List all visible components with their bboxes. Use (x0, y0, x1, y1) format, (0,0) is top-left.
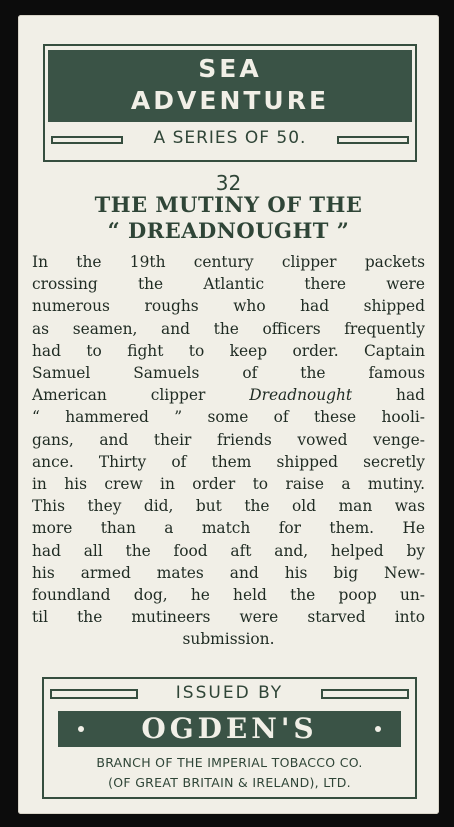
text-line: in his crew in order to raise a mutiny. (32, 475, 425, 494)
text-segment: American clipper (32, 386, 206, 405)
branch-line2: (OF GREAT BRITAIN & IRELAND), LTD. (108, 775, 351, 790)
text-line: more than a match for them. He (32, 519, 425, 538)
text-line: had all the food aft and, helped by (32, 541, 425, 560)
issued-row (44, 683, 415, 709)
text-line: had to fight to keep order. Captain (32, 341, 425, 360)
brand-band (58, 711, 401, 747)
card-description (32, 251, 425, 651)
branch-line1: BRANCH OF THE IMPERIAL TOBACCO CO. (96, 755, 363, 770)
series-rule-right (337, 136, 409, 144)
header-panel (43, 44, 417, 162)
series-row (45, 126, 415, 156)
header-title-line1: SEA (198, 54, 262, 83)
dot-ornament-icon (375, 726, 381, 732)
card-number: 32 (215, 171, 242, 195)
text-line (32, 384, 425, 406)
text-line: foundland dog, he held the poop un- (32, 586, 425, 605)
text-line: his armed mates and his big New- (32, 563, 425, 582)
text-line: submission. (182, 630, 275, 649)
issued-by-label: ISSUED BY (175, 683, 284, 703)
series-rule-left (51, 136, 123, 144)
text-line: In the 19th century clipper packets (32, 253, 425, 271)
header-title-line2: ADVENTURE (130, 86, 330, 115)
text-line: ance. Thirty of them shipped secretly (32, 452, 425, 471)
text-line: as seamen, and the officers frequently (32, 319, 425, 338)
text-line: crossing the Atlantic there were (32, 275, 425, 294)
text-line: til the mutineers were starved into (32, 608, 425, 627)
text-line: “ hammered ” some of these hooli- (32, 408, 425, 427)
issued-rule-right (321, 689, 409, 699)
brand-name: OGDEN'S (141, 712, 318, 745)
issued-rule-left (50, 689, 138, 699)
text-line: This they did, but the old man was (32, 497, 425, 516)
text-line: Samuel Samuels of the famous (32, 364, 425, 383)
header-band (48, 50, 412, 122)
footer-panel (42, 677, 417, 799)
text-segment: had (396, 386, 425, 405)
text-line: numerous roughs who had shipped (32, 297, 425, 316)
cigarette-card (18, 15, 439, 814)
series-label: A SERIES OF 50. (153, 128, 307, 148)
text-line: gans, and their friends vowed venge- (32, 430, 425, 449)
card-title-line1: THE MUTINY OF THE (94, 192, 363, 217)
ship-name: Dreadnought (249, 386, 353, 405)
card-title-line2: “ DREADNOUGHT ” (107, 218, 350, 243)
